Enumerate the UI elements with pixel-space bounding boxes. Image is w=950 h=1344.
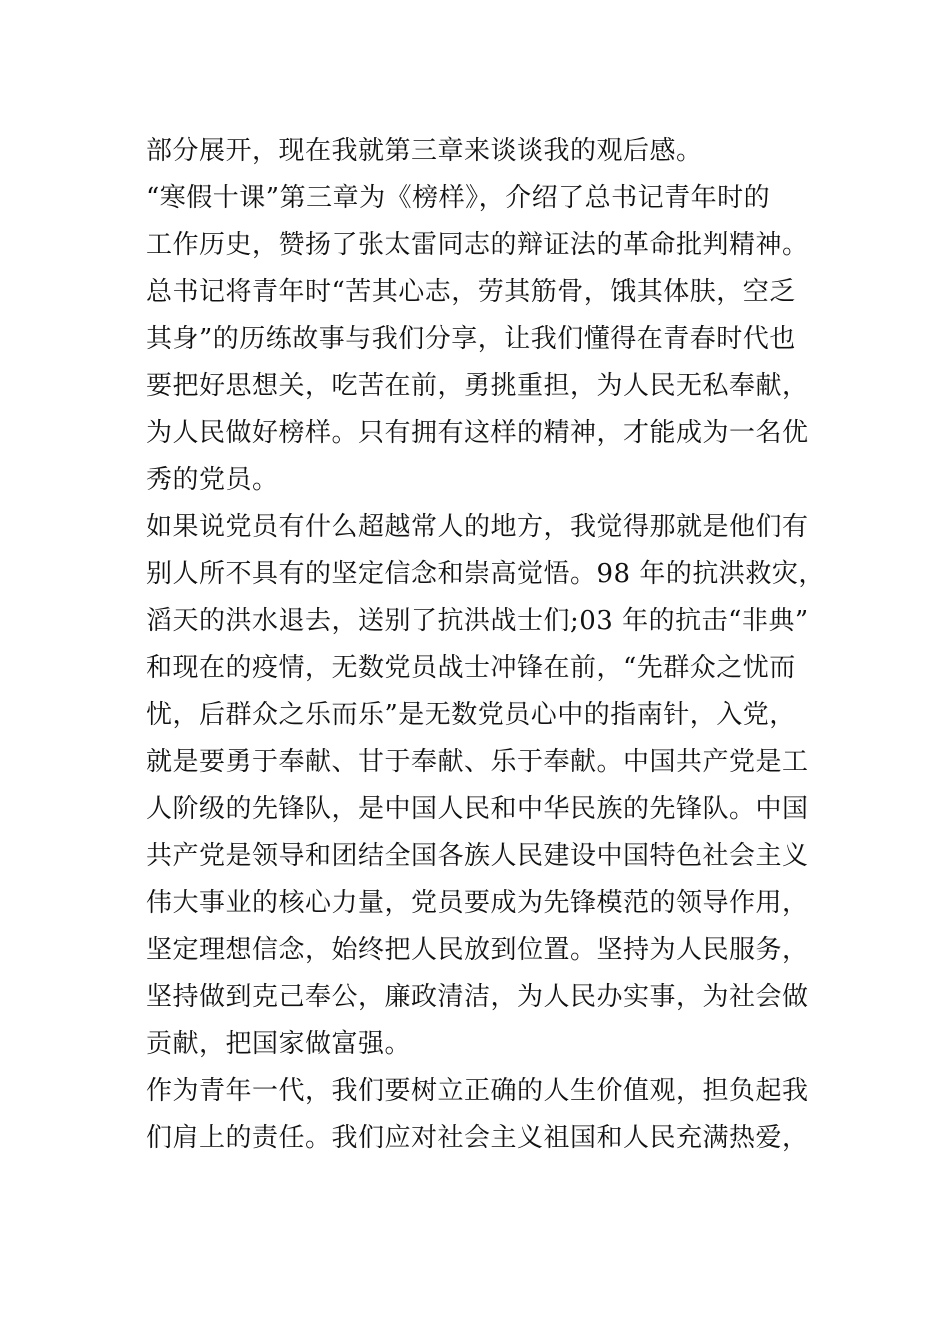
text-line: 总书记将青年时“苦其心志，劳其筋骨，饿其体肤，空乏 [146, 277, 796, 307]
text-line: 伟大事业的核心力量，党员要成为先锋模范的领导作用， [146, 888, 809, 918]
text-line: 共产党是领导和团结全国各族人民建设中国特色社会主义 [146, 841, 809, 871]
text-line: 坚持做到克己奉公，廉政清洁，为人民办实事，为社会做 [146, 982, 809, 1012]
text-line: 秀的党员。 [146, 465, 279, 495]
text-line: 们肩上的责任。我们应对社会主义祖国和人民充满热爱， [146, 1123, 809, 1153]
text-line: 坚定理想信念，始终把人民放到位置。坚持为人民服务， [146, 935, 809, 965]
text-line: 要把好思想关，吃苦在前，勇挑重担，为人民无私奉献， [146, 371, 809, 401]
text-line: 和现在的疫情，无数党员战士冲锋在前，“先群众之忧而 [146, 653, 796, 683]
text-line: 贡献，把国家做富强。 [146, 1029, 412, 1059]
text-line: 工作历史，赞扬了张太雷同志的辩证法的革命批判精神。 [146, 230, 809, 260]
text-line: 别人所不具有的坚定信念和崇高觉悟。98 年的抗洪救灾， [146, 559, 825, 589]
text-line: 作为青年一代，我们要树立正确的人生价值观，担负起我 [146, 1076, 809, 1106]
text-line: 为人民做好榜样。只有拥有这样的精神，才能成为一名优 [146, 418, 809, 448]
text-line: 人阶级的先锋队，是中国人民和中华民族的先锋队。中国 [146, 794, 809, 824]
text-line: 就是要勇于奉献、甘于奉献、乐于奉献。中国共产党是工 [146, 747, 809, 777]
document-body [146, 128, 825, 1162]
text-line: “寒假十课”第三章为《榜样》，介绍了总书记青年时的 [146, 183, 771, 213]
text-line: 其身”的历练故事与我们分享，让我们懂得在青春时代也 [146, 324, 796, 354]
text-line: 滔天的洪水退去，送别了抗洪战士们;03 年的抗击“非典” [146, 606, 809, 636]
text-line: 忧，后群众之乐而乐”是无数党员心中的指南针，入党， [146, 700, 796, 730]
text-line: 部分展开，现在我就第三章来谈谈我的观后感。 [146, 136, 703, 166]
text-line: 如果说党员有什么超越常人的地方，我觉得那就是他们有 [146, 512, 809, 542]
